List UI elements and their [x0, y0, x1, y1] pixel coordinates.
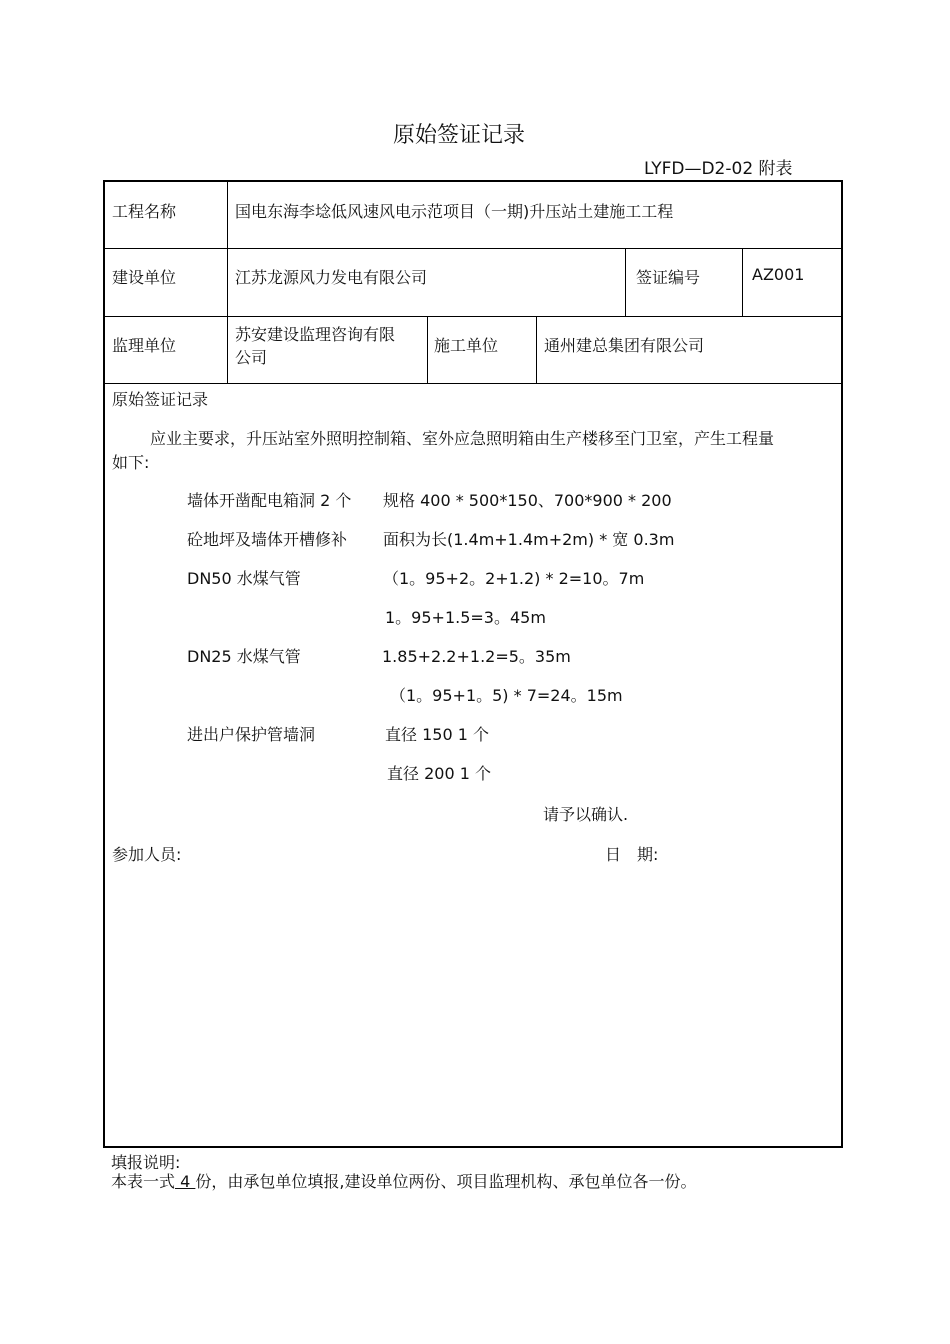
item-name: 砼地坪及墙体开槽修补: [187, 530, 348, 549]
item-value: 1。95+1.5=3。45m: [385, 608, 546, 627]
item-value: 直径 150 1 个: [385, 725, 489, 744]
contractor-value: 通州建总集团有限公司: [544, 336, 705, 355]
supervisor-value-line1: 苏安建设监理咨询有限: [235, 325, 396, 344]
note-title: 填报说明:: [111, 1153, 181, 1172]
project-name-label: 工程名称: [112, 202, 177, 221]
record-section-label: 原始签证记录: [112, 390, 209, 409]
builder-value: 江苏龙源风力发电有限公司: [235, 268, 428, 287]
contractor-label: 施工单位: [434, 336, 499, 355]
builder-label: 建设单位: [112, 268, 177, 287]
note-suffix: 份，由承包单位填报,建设单位两份、项目监理机构、承包单位各一份。: [195, 1172, 697, 1191]
record-intro-line1: 应业主要求，升压站室外照明控制箱、室外应急照明箱由生产楼移至门卫室，产生工程量: [150, 429, 775, 448]
row-divider: [105, 248, 841, 249]
row-divider: [105, 383, 841, 384]
visa-no-value: AZ001: [752, 265, 805, 284]
item-value: 规格 400 * 500*150、700*900 * 200: [383, 491, 672, 510]
page-title: 原始签证记录: [392, 123, 525, 148]
column-divider: [427, 316, 428, 383]
confirm-text: 请予以确认.: [543, 805, 629, 824]
column-divider: [227, 182, 228, 383]
record-intro-line2: 如下:: [112, 453, 150, 472]
form-code: LYFD—D2-02 附表: [644, 159, 793, 179]
item-name: 进出户保护管墙洞: [187, 725, 316, 744]
item-value: 面积为长(1.4m+1.4m+2m) * 宽 0.3m: [383, 530, 675, 549]
note-copies: 4: [175, 1172, 196, 1191]
column-divider: [625, 248, 626, 316]
item-value: 直径 200 1 个: [387, 764, 491, 783]
note-text: [111, 1169, 696, 1192]
item-value: 1.85+2.2+1.2=5。35m: [382, 647, 571, 666]
project-name-value: 国电东海李埝低风速风电示范项目（一期)升压站土建施工工程: [235, 202, 674, 221]
participants-label: 参加人员:: [112, 845, 182, 864]
row-divider: [105, 316, 841, 317]
item-name: 墙体开凿配电箱洞 2 个: [187, 491, 352, 510]
visa-no-label: 签证编号: [636, 268, 701, 287]
column-divider: [536, 316, 537, 383]
item-value: （1。95+1。5) * 7=24。15m: [390, 686, 623, 705]
date-label: 日 期:: [605, 845, 659, 864]
supervisor-label: 监理单位: [112, 336, 177, 355]
column-divider: [742, 248, 743, 316]
item-value: （1。95+2。2+1.2) * 2=10。7m: [383, 569, 645, 588]
item-name: DN50 水煤气管: [187, 569, 301, 588]
supervisor-value-line2: 公司: [235, 348, 268, 367]
form-table: [103, 180, 843, 1148]
note-prefix: 本表一式: [111, 1172, 176, 1191]
item-name: DN25 水煤气管: [187, 647, 301, 666]
